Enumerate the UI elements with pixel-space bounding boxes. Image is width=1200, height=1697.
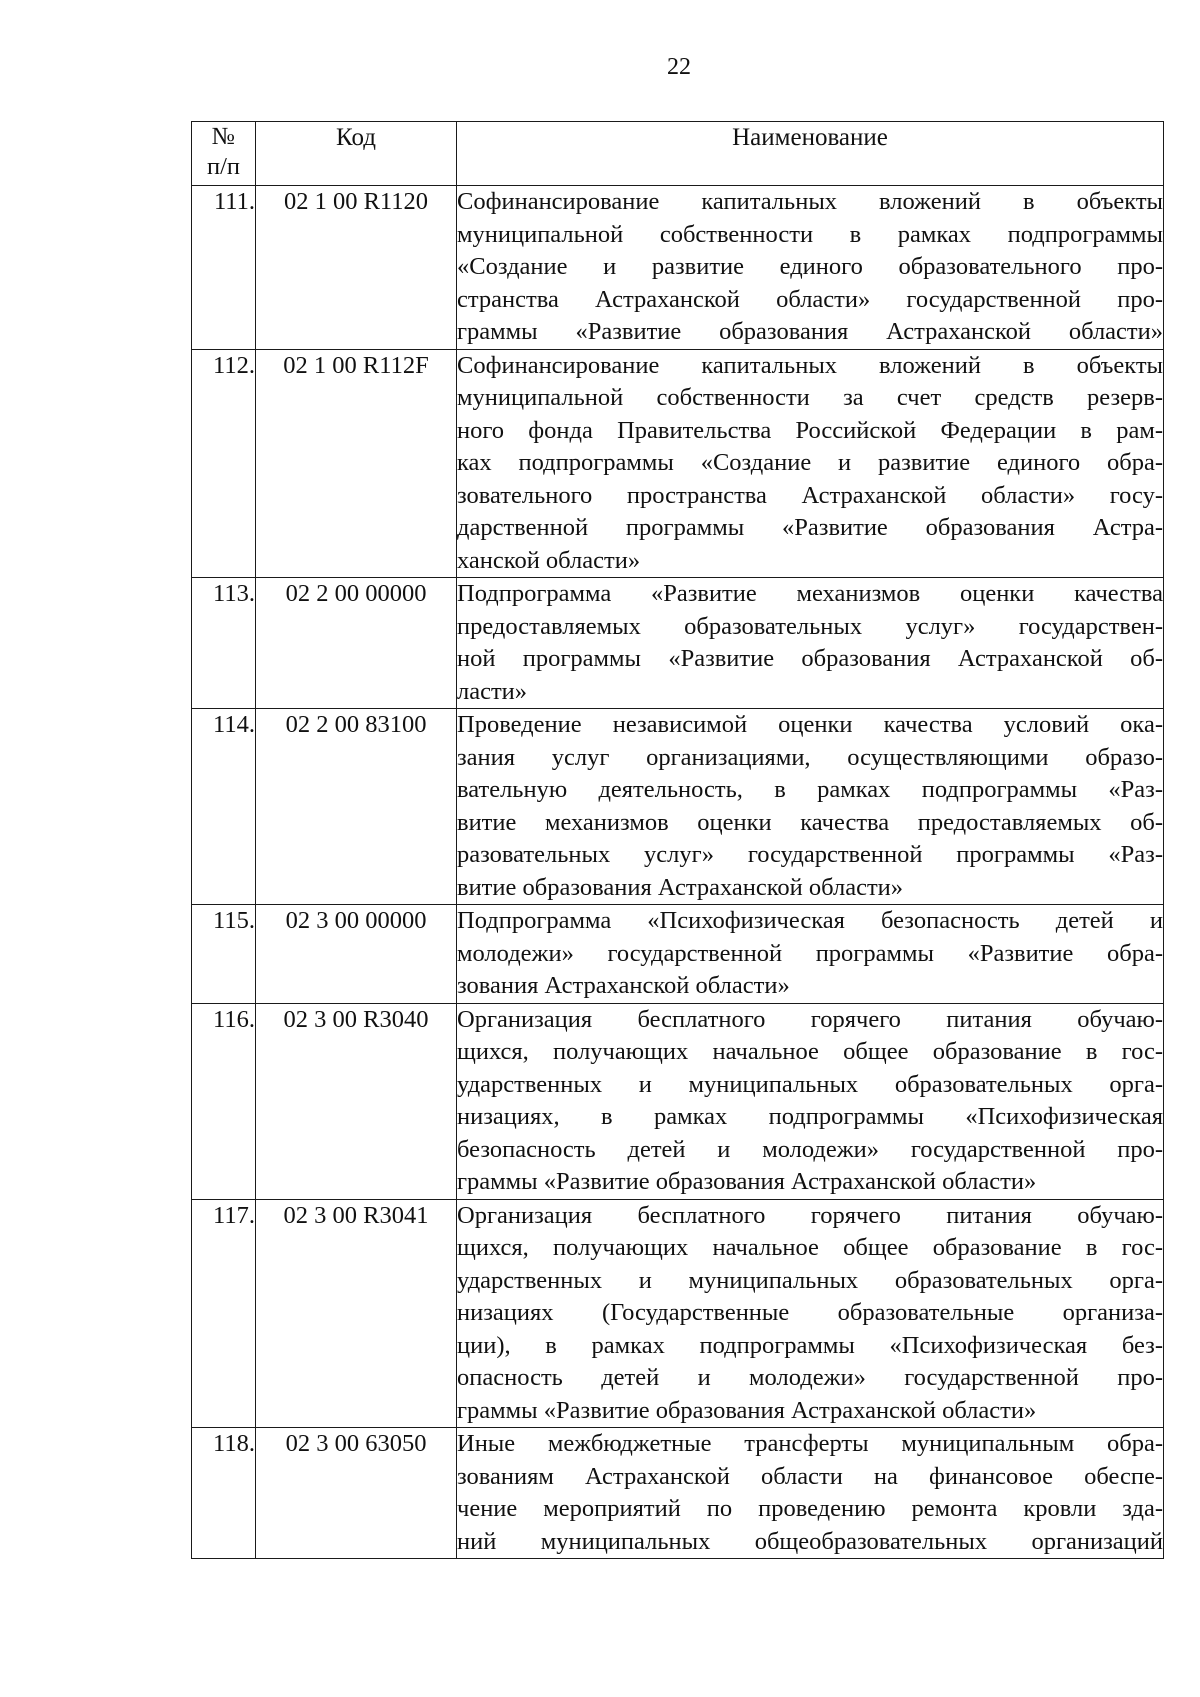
row-name — [457, 1199, 1164, 1428]
row-number: 111. — [192, 186, 256, 350]
row-name-line: ного фонда Правительства Российской Федерации в рам- — [457, 416, 1163, 444]
row-name-line: Софинансирование капитальных вложений в объекты — [457, 188, 1163, 215]
classification-table — [191, 121, 1164, 1559]
row-name-line: ударственных и муниципальных образовательных орга- — [457, 1070, 1163, 1098]
row-name-line: Подпрограмма «Психофизическая безопасность детей и — [457, 907, 1163, 934]
row-name-line: ханской области» — [457, 546, 641, 574]
row-name-line: Подпрограмма «Развитие механизмов оценки качества — [457, 580, 1163, 607]
row-number: 116. — [192, 1003, 256, 1199]
row-name-line: низациях (Государственные образовательные организа- — [457, 1299, 1163, 1326]
row-name-line: безопасность детей и молодежи» государственной про- — [457, 1135, 1163, 1163]
header-number — [192, 122, 256, 186]
row-code: 02 1 00 R1120 — [256, 186, 457, 350]
row-code: 02 3 00 00000 — [256, 905, 457, 1004]
row-name-line: муниципальной собственности за счет средств резерв- — [457, 384, 1163, 411]
row-number: 117. — [192, 1199, 256, 1428]
row-name-line: Иные межбюджетные трансферты муниципальным обра- — [457, 1430, 1163, 1457]
row-name-line: зования Астраханской области» — [457, 972, 790, 999]
row-name-line: странства Астраханской области» государственной про- — [457, 285, 1163, 313]
table-row — [192, 1199, 1164, 1428]
table-row — [192, 349, 1164, 578]
table-row — [192, 1003, 1164, 1199]
row-name-line: ции), в рамках подпрограммы «Психофизическая без- — [457, 1331, 1163, 1359]
row-name-line: зания услуг организациями, осуществляющими образо- — [457, 743, 1163, 771]
row-name-line: ний муниципальных общеобразовательных организаций — [457, 1527, 1163, 1555]
row-name-line: витие образования Астраханской области» — [457, 873, 904, 901]
row-name — [457, 349, 1164, 578]
table-row — [192, 578, 1164, 709]
row-code: 02 2 00 83100 — [256, 709, 457, 905]
row-name-line: разовательных услуг» государственной программы «Раз- — [457, 841, 1163, 868]
row-name — [457, 186, 1164, 350]
row-name-line: витие механизмов оценки качества предоставляемых об- — [457, 808, 1163, 836]
row-name-line: щихся, получающих начальное общее образование в гос- — [457, 1038, 1163, 1065]
row-code: 02 1 00 R112F — [256, 349, 457, 578]
table-body — [192, 186, 1164, 1559]
row-name-line: вательную деятельность, в рамках подпрограммы «Раз- — [457, 776, 1163, 803]
row-name-line: «Создание и развитие единого образовательного про- — [457, 253, 1163, 280]
row-name-line: Софинансирование капитальных вложений в объекты — [457, 351, 1163, 379]
row-name-line: ной программы «Развитие образования Астраханской об- — [457, 645, 1163, 672]
header-code: Код — [256, 122, 457, 186]
row-name-line: чение мероприятий по проведению ремонта кровли зда- — [457, 1495, 1163, 1522]
row-name-line: ках подпрограммы «Создание и развитие единого обра- — [457, 449, 1163, 476]
row-name-line: ударственных и муниципальных образовательных орга- — [457, 1266, 1163, 1294]
row-name — [457, 578, 1164, 709]
row-code: 02 3 00 63050 — [256, 1428, 457, 1559]
row-name-line: граммы «Развитие образования Астраханской области» — [457, 1168, 1037, 1195]
row-number: 118. — [192, 1428, 256, 1559]
row-name-line: опасность детей и молодежи» государственной про- — [457, 1364, 1163, 1391]
page-number: 22 — [667, 54, 691, 80]
row-number: 112. — [192, 349, 256, 578]
row-name-line: щихся, получающих начальное общее образование в гос- — [457, 1234, 1163, 1261]
row-name-line: муниципальной собственности в рамках подпрограммы — [457, 220, 1163, 248]
row-name-line: Организация бесплатного горячего питания обучаю- — [457, 1201, 1163, 1229]
row-code: 02 2 00 00000 — [256, 578, 457, 709]
row-number: 114. — [192, 709, 256, 905]
header-number-sign: № — [211, 123, 236, 150]
row-name-line: низациях, в рамках подпрограммы «Психофизическая — [457, 1103, 1163, 1130]
row-name-line: граммы «Развитие образования Астраханской области» — [457, 1396, 1037, 1424]
row-name-line: предоставляемых образовательных услуг» государствен- — [457, 612, 1163, 640]
row-name-line: зованиям Астраханской области на финансовое обеспе- — [457, 1462, 1163, 1490]
row-number: 115. — [192, 905, 256, 1004]
row-name-line: Организация бесплатного горячего питания обучаю- — [457, 1005, 1163, 1033]
row-name — [457, 709, 1164, 905]
header-number-abbr: п/п — [206, 153, 241, 180]
table-row — [192, 1428, 1164, 1559]
row-name-line: дарственной программы «Развитие образования Астра- — [457, 514, 1163, 541]
row-code: 02 3 00 R3040 — [256, 1003, 457, 1199]
row-name-line: Проведение независимой оценки качества условий ока- — [457, 711, 1163, 738]
row-code: 02 3 00 R3041 — [256, 1199, 457, 1428]
table-row — [192, 186, 1164, 350]
row-name — [457, 1428, 1164, 1559]
row-name-line: ласти» — [457, 677, 528, 705]
row-name — [457, 905, 1164, 1004]
row-name-line: граммы «Развитие образования Астраханской области» — [457, 318, 1163, 345]
row-name-line: зовательного пространства Астраханской области» госу- — [457, 481, 1163, 509]
table-row — [192, 709, 1164, 905]
table-row — [192, 905, 1164, 1004]
row-name — [457, 1003, 1164, 1199]
table-header-row — [192, 122, 1164, 186]
row-number: 113. — [192, 578, 256, 709]
header-name: Наименование — [457, 122, 1164, 186]
row-name-line: молодежи» государственной программы «Развитие обра- — [457, 939, 1163, 967]
